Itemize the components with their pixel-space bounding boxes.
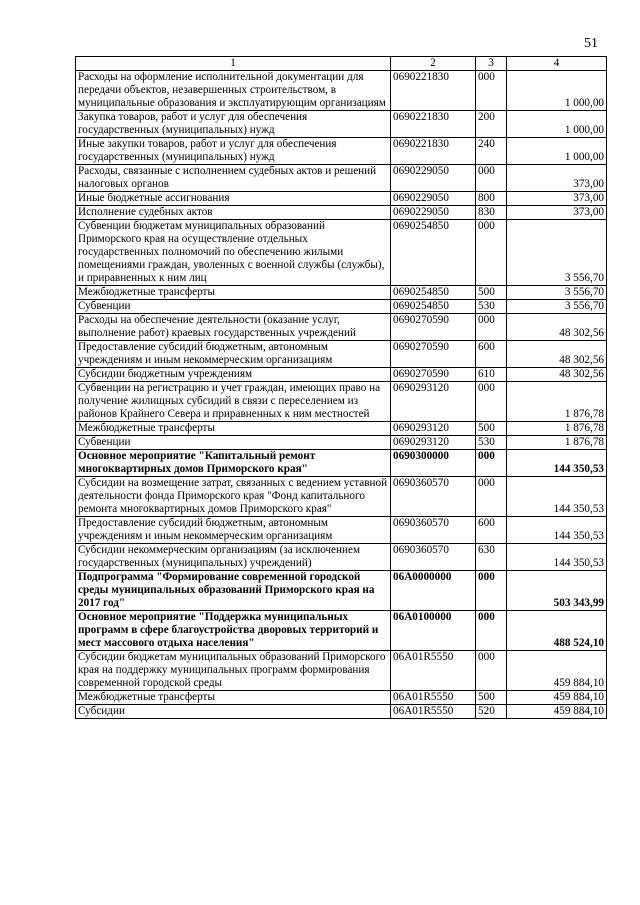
table-row (76, 192, 607, 206)
row-amount: 459 884,10 (507, 691, 607, 705)
row-amount: 144 350,53 (507, 544, 607, 571)
table-row (76, 314, 607, 341)
row-amount: 488 524,10 (507, 611, 607, 651)
row-expense-type: 500 (476, 422, 507, 436)
row-amount: 48 302,56 (507, 314, 607, 341)
row-expense-type: 500 (476, 691, 507, 705)
row-amount: 459 884,10 (507, 651, 607, 691)
row-expense-type: 000 (476, 611, 507, 651)
table-row (76, 691, 607, 705)
row-amount: 144 350,53 (507, 477, 607, 517)
row-amount: 144 350,53 (507, 517, 607, 544)
row-description: Межбюджетные трансферты (76, 691, 391, 705)
row-amount: 503 343,99 (507, 571, 607, 611)
row-expense-type: 000 (476, 450, 507, 477)
table-row (76, 517, 607, 544)
row-description: Расходы на обеспечение деятельности (оказание услуг, выполнение работ) краевых государственных учреждений (76, 314, 391, 341)
row-description: Основное мероприятие "Капитальный ремонт многоквартирных домов Приморского края" (76, 450, 391, 477)
row-expense-type: 000 (476, 314, 507, 341)
row-expense-type: 630 (476, 544, 507, 571)
row-description: Субвенции бюджетам муниципальных образований Приморского края на осуществление отдельных государственных полномочий по обеспечению жилыми помещениями граждан, уволенных с военной службы (службы), и приравненных к ним лиц (76, 220, 391, 286)
row-expense-type: 000 (476, 651, 507, 691)
row-expense-type: 240 (476, 138, 507, 165)
row-amount: 3 556,70 (507, 300, 607, 314)
table-row (76, 422, 607, 436)
table-header-row (76, 57, 607, 71)
row-expense-type: 800 (476, 192, 507, 206)
table-row (76, 651, 607, 691)
row-description: Предоставление субсидий бюджетным, автономным учреждениям и иным некоммерческим организациям (76, 341, 391, 368)
row-expense-type: 610 (476, 368, 507, 382)
table-row (76, 436, 607, 450)
table-row (76, 477, 607, 517)
row-target-code: 06А01R5550 (391, 691, 476, 705)
table-row (76, 705, 607, 719)
row-target-code: 0690270590 (391, 341, 476, 368)
row-target-code: 0690300000 (391, 450, 476, 477)
row-expense-type: 520 (476, 705, 507, 719)
row-expense-type: 500 (476, 286, 507, 300)
row-description: Подпрограмма "Формирование современной городской среды муниципальных образований Приморского края на 2017 год" (76, 571, 391, 611)
row-amount: 1 000,00 (507, 138, 607, 165)
row-expense-type: 830 (476, 206, 507, 220)
row-description: Межбюджетные трансферты (76, 422, 391, 436)
row-target-code: 0690270590 (391, 368, 476, 382)
row-expense-type: 200 (476, 111, 507, 138)
table-row (76, 544, 607, 571)
row-target-code: 0690254850 (391, 220, 476, 286)
table-row (76, 165, 607, 192)
row-target-code: 0690221830 (391, 138, 476, 165)
table-row (76, 450, 607, 477)
row-description: Иные закупки товаров, работ и услуг для обеспечения государственных (муниципальных) нужд (76, 138, 391, 165)
row-expense-type: 600 (476, 341, 507, 368)
row-expense-type: 000 (476, 71, 507, 111)
row-description: Субвенции на регистрацию и учет граждан, имеющих право на получение жилищных субсидий в связи с переселением из районов Крайнего Севера и приравненных к ним местностей (76, 382, 391, 422)
row-amount: 3 556,70 (507, 286, 607, 300)
row-expense-type: 000 (476, 477, 507, 517)
row-amount: 1 000,00 (507, 111, 607, 138)
row-expense-type: 600 (476, 517, 507, 544)
row-description: Закупка товаров, работ и услуг для обеспечения государственных (муниципальных) нужд (76, 111, 391, 138)
table-row (76, 71, 607, 111)
row-description: Субвенции (76, 300, 391, 314)
row-target-code: 06А01R5550 (391, 705, 476, 719)
row-description: Расходы, связанные с исполнением судебных актов и решений налоговых органов (76, 165, 391, 192)
table-row (76, 111, 607, 138)
row-target-code: 0690360570 (391, 544, 476, 571)
row-amount: 373,00 (507, 192, 607, 206)
table-row (76, 220, 607, 286)
table-row (76, 138, 607, 165)
row-target-code: 0690254850 (391, 300, 476, 314)
row-target-code: 0690229050 (391, 192, 476, 206)
row-amount: 1 000,00 (507, 71, 607, 111)
table-row (76, 206, 607, 220)
row-description: Субсидии бюджетам муниципальных образований Приморского края на поддержку муниципальных программ формирования современной городской среды (76, 651, 391, 691)
row-target-code: 06А0000000 (391, 571, 476, 611)
table-row (76, 286, 607, 300)
table-row (76, 341, 607, 368)
row-description: Предоставление субсидий бюджетным, автономным учреждениям и иным некоммерческим организациям (76, 517, 391, 544)
row-description: Субвенции (76, 436, 391, 450)
row-target-code: 0690360570 (391, 517, 476, 544)
header-col-4: 4 (507, 57, 607, 71)
row-amount: 1 876,78 (507, 436, 607, 450)
row-expense-type: 000 (476, 382, 507, 422)
row-amount: 3 556,70 (507, 220, 607, 286)
row-description: Иные бюджетные ассигнования (76, 192, 391, 206)
row-expense-type: 000 (476, 220, 507, 286)
row-description: Основное мероприятие "Поддержка муниципальных программ в сфере благоустройства дворовых территорий и мест массового отдыха населения" (76, 611, 391, 651)
row-amount: 1 876,78 (507, 382, 607, 422)
row-amount: 459 884,10 (507, 705, 607, 719)
table-row (76, 368, 607, 382)
row-expense-type: 530 (476, 300, 507, 314)
page-number: 51 (584, 36, 598, 51)
row-target-code: 06А01R5550 (391, 651, 476, 691)
row-expense-type: 000 (476, 571, 507, 611)
row-target-code: 0690293120 (391, 422, 476, 436)
table-row (76, 300, 607, 314)
row-target-code: 0690270590 (391, 314, 476, 341)
row-description: Субсидии некоммерческим организациям (за исключением государственных (муниципальных) учреждений) (76, 544, 391, 571)
table-row (76, 571, 607, 611)
row-target-code: 0690293120 (391, 382, 476, 422)
row-target-code: 0690229050 (391, 206, 476, 220)
row-target-code: 0690360570 (391, 477, 476, 517)
table-row (76, 382, 607, 422)
row-amount: 48 302,56 (507, 341, 607, 368)
row-expense-type: 000 (476, 165, 507, 192)
row-target-code: 0690293120 (391, 436, 476, 450)
row-description: Исполнение судебных актов (76, 206, 391, 220)
row-expense-type: 530 (476, 436, 507, 450)
row-description: Субсидии (76, 705, 391, 719)
header-col-1: 1 (76, 57, 391, 71)
row-amount: 48 302,56 (507, 368, 607, 382)
row-amount: 1 876,78 (507, 422, 607, 436)
row-target-code: 0690229050 (391, 165, 476, 192)
row-amount: 144 350,53 (507, 450, 607, 477)
budget-table (75, 56, 607, 719)
row-description: Субсидии бюджетным учреждениям (76, 368, 391, 382)
row-description: Субсидии на возмещение затрат, связанных с ведением уставной деятельности фонда Приморского края "Фонд капитального ремонта многоквартирных домов Приморского края" (76, 477, 391, 517)
row-target-code: 0690221830 (391, 111, 476, 138)
row-amount: 373,00 (507, 165, 607, 192)
budget-table-body (76, 57, 607, 719)
header-col-3: 3 (476, 57, 507, 71)
header-col-2: 2 (391, 57, 476, 71)
table-row (76, 611, 607, 651)
row-target-code: 06А0100000 (391, 611, 476, 651)
row-amount: 373,00 (507, 206, 607, 220)
row-description: Межбюджетные трансферты (76, 286, 391, 300)
row-target-code: 0690254850 (391, 286, 476, 300)
row-description: Расходы на оформление исполнительной документации для передачи объектов, незавершенных строительством, в муниципальные образования и эксплуатирующим организациям (76, 71, 391, 111)
row-target-code: 0690221830 (391, 71, 476, 111)
